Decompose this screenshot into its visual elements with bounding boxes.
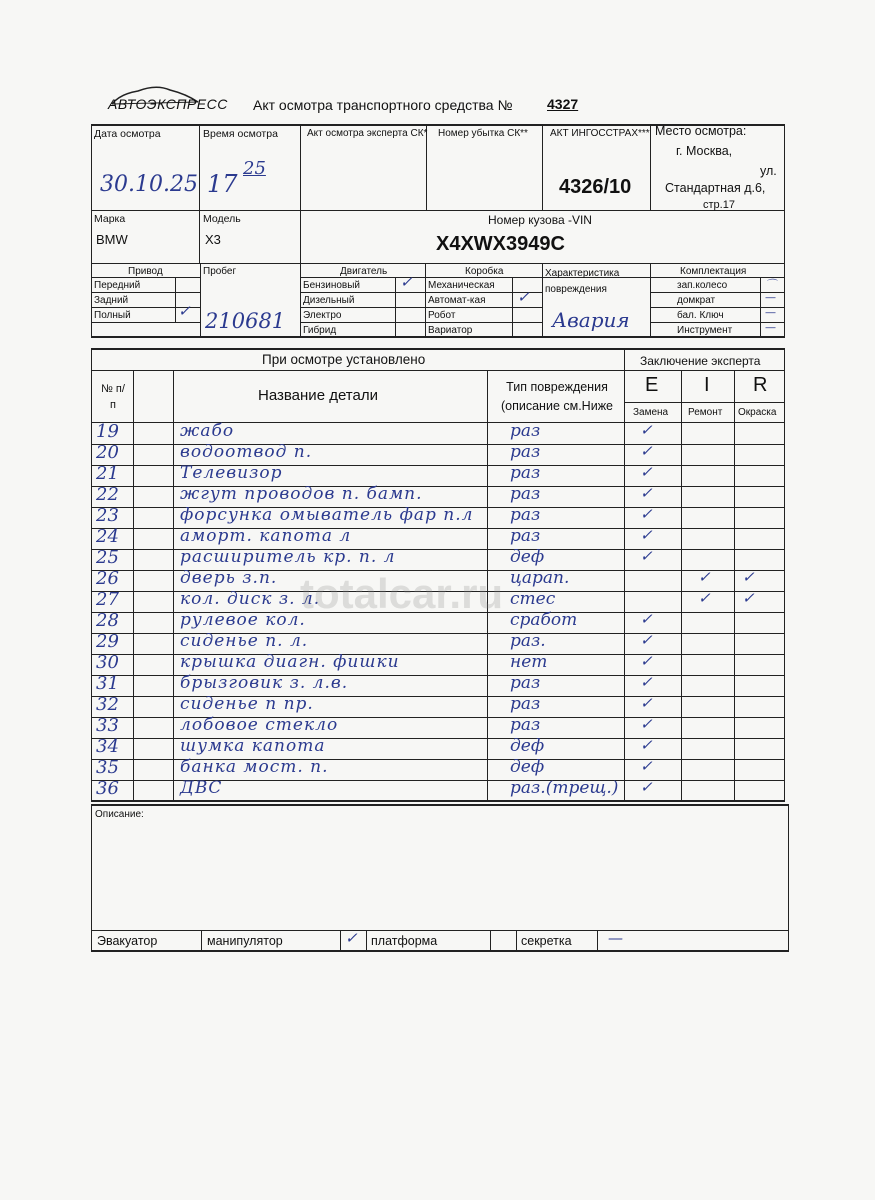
mileage-label: Пробег — [203, 266, 237, 277]
col-paint-header: Окраска — [738, 407, 777, 418]
time-label: Время осмотра — [203, 128, 278, 140]
ingosstrakh-value: 4326/10 — [559, 176, 632, 198]
row-damage-type: нет — [510, 652, 548, 672]
row-part-name: водоотвод п. — [180, 442, 313, 462]
kit-wheel-key: бал. Ключ — [677, 310, 724, 321]
row-damage-type: раз — [510, 673, 541, 693]
kit-label: Комплектация — [680, 266, 747, 277]
row-number: 19 — [96, 421, 119, 442]
col-number-header: № п/п — [101, 383, 125, 411]
date-value: 30.10.25 — [100, 172, 198, 197]
manipulator-label: манипулятор — [207, 934, 283, 948]
row-damage-type: раз — [510, 526, 541, 546]
row-damage-type: стес — [510, 589, 556, 609]
row-number: 20 — [96, 442, 119, 463]
row-number: 23 — [96, 505, 119, 526]
row-part-name: сиденье п. л. — [180, 631, 309, 651]
row-damage-type: раз.(трещ.) — [510, 778, 619, 798]
row-damage-type: раз — [510, 442, 541, 462]
row-damage-type: деф — [510, 736, 545, 756]
row-replace-check: ✓ — [640, 610, 653, 628]
row-replace-check: ✓ — [640, 652, 653, 670]
kit-tools: Инструмент — [677, 325, 733, 336]
row-part-name: кол. диск з. л. — [180, 589, 321, 609]
row-damage-type: царап. — [510, 568, 570, 588]
damage-char-label: Характеристика повреждения — [545, 268, 620, 295]
row-part-name: крышка диагн. фишки — [180, 652, 400, 672]
description-label: Описание: — [95, 809, 144, 820]
row-number: 34 — [96, 736, 119, 757]
row-replace-check: ✓ — [640, 715, 653, 733]
row-damage-type: раз — [510, 421, 541, 441]
row-number: 21 — [96, 463, 119, 484]
row-part-name: брызговик з. л.в. — [180, 673, 349, 693]
brand-value: BMW — [96, 232, 128, 247]
row-replace-check: ✓ — [640, 631, 653, 649]
row-number: 24 — [96, 526, 119, 547]
row-damage-type: раз — [510, 715, 541, 735]
place-building: стр.17 — [703, 199, 735, 211]
manipulator-check-icon: ✓ — [345, 929, 358, 947]
model-label: Модель — [203, 213, 241, 225]
drive-front: Передний — [94, 280, 141, 291]
drive-full-check-icon: ✓ — [178, 302, 191, 320]
row-part-name: лобовое стекло — [180, 715, 339, 735]
place-city: г. Москва, — [676, 144, 733, 158]
row-part-name: Телевизор — [180, 463, 283, 483]
engine-hybrid: Гибрид — [303, 325, 337, 336]
row-damage-type: раз. — [510, 631, 546, 651]
gearbox-robot: Робот — [428, 310, 456, 321]
row-replace-check: ✓ — [640, 442, 653, 460]
engine-electric: Электро — [303, 310, 342, 321]
place-label: Место осмотра: — [655, 124, 747, 138]
row-replace-check: ✓ — [640, 526, 653, 544]
watermark: totalcar.ru — [300, 570, 504, 617]
row-number: 28 — [96, 610, 119, 631]
row-replace-check: ✓ — [640, 505, 653, 523]
gearbox-auto-check-icon: ✓ — [517, 288, 530, 306]
secret-mark-icon: — — [608, 929, 623, 947]
kit-spare-wheel: зап.колесо — [677, 280, 728, 291]
place-address: Стандартная д.6, — [665, 181, 766, 195]
row-part-name: сиденье п пр. — [180, 694, 314, 714]
row-damage-type: сработ — [510, 610, 578, 630]
row-number: 27 — [96, 589, 119, 610]
time-minute: 25 — [243, 158, 266, 179]
row-divider — [91, 801, 785, 802]
loss-number-label: Номер убытка СК** — [438, 128, 528, 139]
engine-diesel: Дизельный — [303, 295, 355, 306]
row-part-name: жабо — [180, 421, 235, 441]
damage-char-value: Авария — [552, 308, 630, 332]
act-number: 4327 — [547, 96, 579, 112]
row-number: 29 — [96, 631, 119, 652]
kit-tools-mark-icon: — — [765, 321, 776, 334]
engine-petrol-check-icon: ✓ — [400, 273, 413, 291]
brand-label: Марка — [94, 213, 126, 225]
gearbox-variator: Вариатор — [428, 325, 473, 336]
row-replace-check: ✓ — [640, 778, 653, 796]
row-part-name: банка мост. п. — [180, 757, 329, 777]
expert-conclusion-header: Заключение эксперта — [640, 354, 761, 368]
row-replace-check: ✓ — [640, 694, 653, 712]
row-replace-check: ✓ — [640, 757, 653, 775]
drive-label: Привод — [128, 266, 163, 277]
vin-value: X4XWX3949С — [436, 233, 565, 255]
row-number: 36 — [96, 778, 119, 799]
row-part-name: ДВС — [180, 778, 223, 798]
kit-jack: домкрат — [677, 295, 716, 306]
gearbox-manual: Механическая — [428, 280, 495, 291]
row-number: 33 — [96, 715, 119, 736]
engine-label: Двигатель — [340, 266, 388, 277]
model-value: X3 — [205, 232, 221, 247]
row-paint-check: ✓ — [742, 589, 755, 607]
row-paint-check: ✓ — [742, 568, 755, 586]
row-repair-check: ✓ — [698, 568, 711, 586]
col-e-header: E — [645, 374, 659, 396]
row-damage-type: раз — [510, 505, 541, 525]
row-part-name: рулевое кол. — [180, 610, 306, 630]
ingosstrakh-label: АКТ ИНГОССТРАХ*** — [550, 128, 650, 139]
drive-full: Полный — [94, 310, 131, 321]
kit-key-mark-icon: — — [765, 306, 776, 319]
row-part-name: дверь з.п. — [180, 568, 278, 588]
row-replace-check: ✓ — [640, 421, 653, 439]
vin-label: Номер кузова -VIN — [488, 213, 592, 227]
gearbox-auto: Автомат-кая — [428, 295, 486, 306]
row-replace-check: ✓ — [640, 673, 653, 691]
gearbox-label: Коробка — [465, 266, 504, 277]
place-street: ул. — [760, 164, 777, 178]
row-number: 35 — [96, 757, 119, 778]
col-i-header: I — [704, 374, 710, 396]
row-part-name: жгут проводов п. бамп. — [180, 484, 423, 504]
row-number: 26 — [96, 568, 119, 589]
page-title: Акт осмотра транспортного средства № — [253, 97, 513, 113]
logo-text: АВТОЭКСПРЕСС — [108, 96, 228, 112]
row-part-name: расширитель кр. п. л — [180, 547, 396, 567]
row-damage-type: раз — [510, 694, 541, 714]
row-damage-type: деф — [510, 757, 545, 777]
col-damage-header: Тип повреждения (описание см.Ниже — [500, 380, 614, 413]
row-number: 22 — [96, 484, 119, 505]
col-replace-header: Замена — [633, 407, 669, 418]
mileage-value: 210681 — [205, 309, 286, 333]
row-part-name: шумка капота — [180, 736, 326, 756]
kit-spare-wheel-mark-icon: ⌒ — [765, 278, 776, 291]
row-replace-check: ✓ — [640, 736, 653, 754]
col-part-header: Название детали — [258, 387, 378, 404]
kit-jack-mark-icon: — — [765, 291, 776, 304]
time-hour: 17 — [207, 170, 238, 198]
evacuator-label: Эвакуатор — [97, 934, 158, 948]
row-replace-check: ✓ — [640, 463, 653, 481]
col-repair-header: Ремонт — [688, 407, 723, 418]
row-repair-check: ✓ — [698, 589, 711, 607]
secret-label: секретка — [521, 934, 572, 948]
row-replace-check: ✓ — [640, 547, 653, 565]
date-label: Дата осмотра — [94, 128, 161, 140]
col-r-header: R — [753, 374, 768, 396]
row-number: 31 — [96, 673, 119, 694]
drive-rear: Задний — [94, 295, 129, 306]
platform-label: платформа — [371, 934, 438, 948]
row-damage-type: раз — [510, 484, 541, 504]
engine-petrol: Бензиновый — [303, 280, 360, 291]
row-replace-check: ✓ — [640, 484, 653, 502]
row-number: 30 — [96, 652, 119, 673]
row-part-name: аморт. капота л — [180, 526, 352, 546]
row-number: 25 — [96, 547, 119, 568]
inspection-header: При осмотре установлено — [262, 352, 426, 367]
row-damage-type: деф — [510, 547, 545, 567]
row-part-name: форсунка омыватель фар п.л — [180, 505, 474, 525]
row-number: 32 — [96, 694, 119, 715]
expert-act-label: Акт осмотра эксперта СК* — [307, 128, 428, 139]
row-damage-type: раз — [510, 463, 541, 483]
